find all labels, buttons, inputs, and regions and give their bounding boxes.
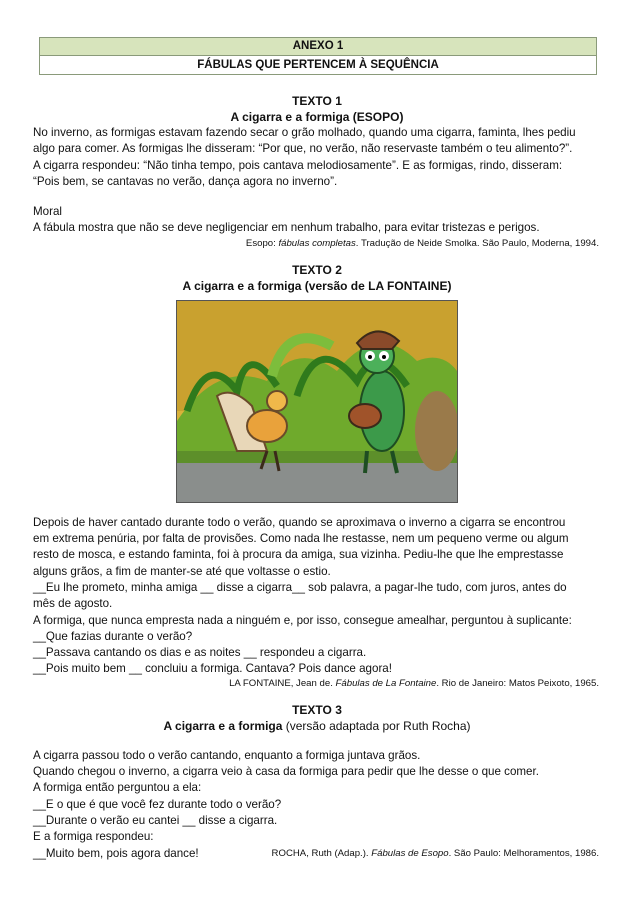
- document-page: [33, 37, 601, 859]
- citation-rest: . Tradução de Neide Smolka. São Paulo, Moderna, 1994.: [355, 237, 599, 249]
- texto3-title: A cigarra e a formiga: [163, 718, 283, 733]
- annex-header-table: [39, 37, 597, 75]
- annex-title: ANEXO 1: [40, 38, 596, 56]
- citation-rest: . Rio de Janeiro: Matos Peixoto, 1965.: [436, 677, 599, 689]
- citation-title: fábulas completas: [278, 237, 356, 249]
- texto1-line: “Pois bem, se cantavas no verão, dança agora no inverno”.: [33, 174, 338, 188]
- texto1-citation: [33, 238, 601, 249]
- texto3-title-suffix: (versão adaptada por Ruth Rocha): [282, 718, 471, 733]
- texto3-line: E a formiga respondeu:: [33, 830, 154, 844]
- texto3-title-row: [33, 718, 601, 734]
- citation-title: Fábulas de Esopo: [371, 847, 449, 859]
- texto3-line: __Muito bem, pois agora dance!: [33, 846, 199, 860]
- texto2-label: TEXTO 2: [292, 262, 342, 277]
- texto3-line: A formiga então perguntou a ela:: [33, 781, 202, 795]
- illustration-image: [177, 301, 457, 502]
- texto2-title: A cigarra e a formiga (versão de LA FONTAINE): [182, 278, 452, 293]
- texto1-line: No inverno, as formigas estavam fazendo secar o grão molhado, quando uma cigarra, faminta, lhes pediu: [33, 126, 576, 139]
- texto2-line: alguns grãos, a fim de manter-se até que voltasse o estio.: [33, 564, 331, 578]
- texto2-section: [33, 262, 601, 689]
- texto2-line: __Pois muito bem __ concluiu a formiga. Cantava? Pois dance agora!: [33, 662, 392, 676]
- citation-author: ROCHA, Ruth (Adap.).: [271, 847, 372, 859]
- texto1-line: algo para comer. As formigas lhe disseram: “Por que, no verão, não reservaste também o teu alimento?”.: [33, 142, 573, 156]
- texto2-line: __Que fazias durante o verão?: [33, 629, 193, 643]
- citation-author: Esopo:: [245, 237, 279, 249]
- texto2-line: resto de mosca, e estando faminta, foi à procura da amiga, sua vizinha. Pediu-lhe que lhe emprestasse: [33, 548, 564, 562]
- annex-subtitle: FÁBULAS QUE PERTENCEM À SEQUÊNCIA: [197, 59, 439, 71]
- texto2-line: mês de agosto.: [33, 597, 113, 611]
- texto3-line: Quando chegou o inverno, a cigarra veio à casa da formiga para pedir que lhe desse o que comer.: [33, 765, 539, 779]
- texto1-title: A cigarra e a formiga (ESOPO): [230, 110, 404, 124]
- texto3-line: __E o que é que você fez durante todo o verão?: [33, 797, 282, 811]
- texto2-line: em extrema penúria, por falta de provisões. Como nada lhe restasse, nem um pequeno verme ou algum: [33, 532, 569, 546]
- citation-title: Fábulas de La Fontaine: [335, 677, 437, 689]
- texto2-citation: [33, 678, 601, 689]
- texto3-line: __Durante o verão eu cantei __ disse a cigarra.: [33, 813, 278, 827]
- texto1-moral-label: Moral: [33, 205, 62, 219]
- texto2-line: __Eu lhe prometo, minha amiga __ disse a cigarra__ sob palavra, a pagar-lhe tudo, com juros, antes do: [33, 580, 567, 594]
- texto2-line: __Passava cantando os dias e as noites __ respondeu a cigarra.: [33, 646, 367, 660]
- texto2-line: A formiga, que nunca empresta nada a ninguém e, por isso, consegue amealhar, perguntou à suplicante:: [33, 613, 572, 627]
- texto1-line: A cigarra respondeu: “Não tinha tempo, pois cantava melodiosamente”. E as formigas, rindo, disseram:: [33, 158, 563, 172]
- texto1-section: [33, 93, 601, 249]
- citation-author: LA FONTAINE, Jean de.: [229, 677, 336, 689]
- texto3-label: TEXTO 3: [292, 702, 342, 717]
- citation-rest: . São Paulo: Melhoramentos, 1986.: [448, 847, 599, 859]
- texto1-label: TEXTO 1: [292, 94, 342, 108]
- texto1-moral: A fábula mostra que não se deve negligenciar em nenhum trabalho, para evitar tristezas e perigos.: [33, 221, 540, 235]
- texto2-line: Depois de haver cantado durante todo o verão, quando se aproximava o inverno a cigarra se encontrou: [33, 515, 566, 529]
- cicada-ant-illustration: [176, 300, 458, 503]
- texto3-line: A cigarra passou todo o verão cantando, enquanto a formiga juntava grãos.: [33, 748, 421, 762]
- texto3-section: [33, 702, 601, 859]
